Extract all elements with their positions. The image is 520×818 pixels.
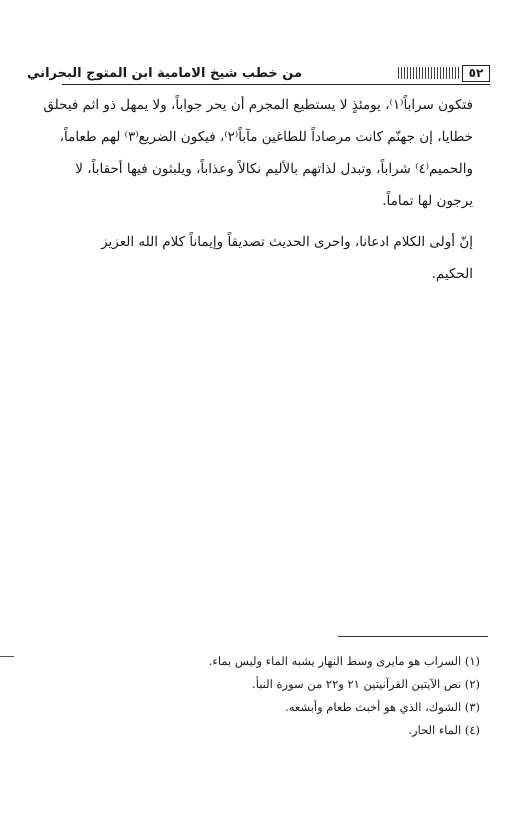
text-line: إنّ أولى الكلام ادعانا، واحرى الحديث تصديقاً وإيماناً كلام الله العزيز: [101, 234, 473, 250]
text-line: فتكون سراباً⁽١⁾، يومئذٍ لا يستطيع المجرم أن يحر جواباً، ولا يمهل ذو اثم فيحلق: [43, 97, 473, 113]
footnote-3: (٣) الشوك، الذي هو أخبث طعام وأبشعه.: [285, 700, 480, 714]
footnotes: [209, 650, 480, 742]
text-line: يرجون لها تماماً.: [382, 193, 473, 209]
body-paragraph-2: [101, 226, 473, 290]
header-ornament: [398, 67, 460, 79]
text-line: والحميم⁽٤⁾ شراباً، وتبدل لذاتهم بالأليم نكالاً وعذاباً، ويلبثون فيها أحقاباً، لا: [75, 161, 473, 177]
text-line: الحكيم.: [431, 266, 473, 282]
footnote-separator: [338, 636, 488, 637]
page-number: ٥٢: [462, 65, 490, 82]
text-line: خطايا، إن جهنّم كانت مرصاداً للطاغين مآباً⁽٢⁾، فيكون الضريع⁽٣⁾ لهم طعاماً،: [59, 129, 473, 145]
footnote-1: (١) السراب هو مايرى وسط النهار يشبه الماء وليس بماء.: [208, 654, 480, 668]
body-paragraph-1: [43, 89, 473, 217]
header-rule: [62, 84, 490, 85]
margin-mark: [0, 656, 14, 657]
footnote-4: (٤) الماء الحار.: [408, 723, 480, 737]
footnote-2: (٢) نص الآيتين القرآنيتين ٢١ و٢٢ من سورة النبأ.: [252, 677, 480, 691]
running-header-title: من خطب شيخ الامامية ابن المتوج البحراني: [27, 66, 302, 81]
